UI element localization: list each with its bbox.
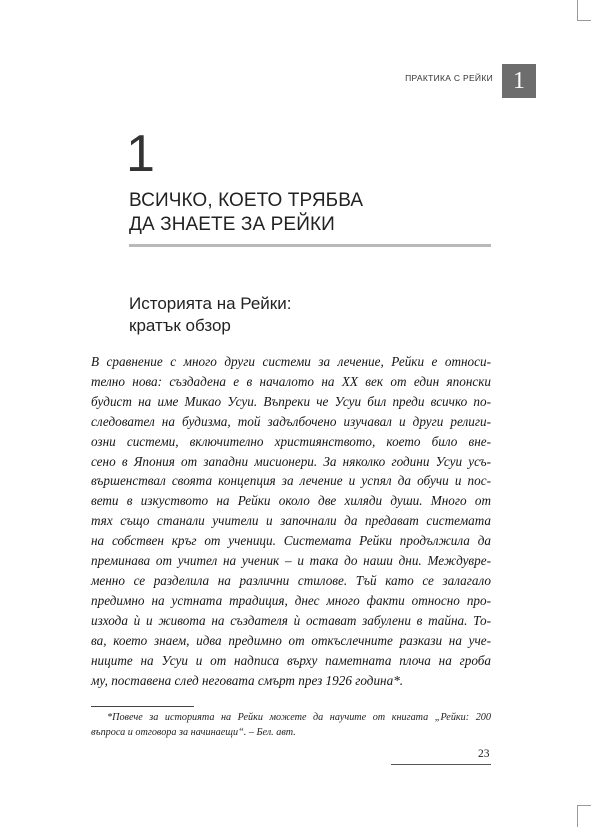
body-line: следовател на будизма, той задълбочено изучавал и други религи- bbox=[91, 413, 491, 429]
page-number: 23 bbox=[478, 748, 490, 760]
body-line: ва, което знаем, идва предимно от откъслечните разкази на уче- bbox=[91, 632, 491, 648]
footnote-line: въпроса и отговора за начинаещи“. – Бел. авт. bbox=[91, 726, 296, 738]
section-title-line: кратък обзор bbox=[129, 316, 231, 335]
body-line: менно се разделила на различни стилове. Тъй като се залагало bbox=[91, 572, 491, 588]
body-line: будист на име Микао Усуи. Въпреки че Усуи бил преди всичко по- bbox=[91, 393, 491, 409]
crop-mark-bottom-right-h bbox=[577, 805, 591, 806]
footnote-rule bbox=[91, 706, 194, 707]
body-line: ниците на Усуи и от надписа върху паметната плоча на гроба bbox=[91, 652, 491, 668]
chapter-number-box: 1 bbox=[502, 64, 536, 98]
footnote bbox=[91, 711, 491, 740]
section-title-line: Историята на Рейки: bbox=[129, 294, 292, 313]
footnote-line: *Повече за историята на Рейки можете да научите от книгата „Рейки: 200 bbox=[107, 712, 491, 723]
running-header: ПРАКТИКА С РЕЙКИ bbox=[405, 73, 493, 83]
chapter-title bbox=[129, 189, 363, 237]
crop-mark-top-right-h bbox=[577, 20, 591, 21]
body-line: изхода ѝ и живота на създателя ѝ остават забулени в тайна. То- bbox=[91, 612, 491, 628]
crop-mark-bottom-right bbox=[577, 805, 578, 827]
section-title bbox=[129, 293, 291, 337]
page-number-rule bbox=[391, 764, 491, 765]
body-line: вършенствал своята концепция за лечение и успял да обучи и пос- bbox=[91, 473, 491, 489]
chapter-title-rule bbox=[129, 244, 491, 247]
body-line: телно нова: създадена е в началото на XX век от един японски bbox=[91, 373, 491, 389]
body-line: преминава от учител на ученик – и така до наши дни. Междувре- bbox=[91, 553, 491, 569]
chapter-title-line: ДА ЗНАЕТЕ ЗА РЕЙКИ bbox=[129, 214, 335, 235]
body-paragraph bbox=[91, 352, 491, 690]
body-line: В сравнение с много други системи за лечение, Рейки е относи- bbox=[91, 354, 491, 369]
body-line: сено в Япония от западни мисионери. За няколко години Усуи усъ- bbox=[91, 453, 491, 469]
crop-mark-top-right bbox=[577, 0, 578, 20]
body-line: му, поставена след неговата смърт през 1926 година*. bbox=[91, 672, 404, 688]
body-line: на собствен кръг от ученици. Системата Рейки продължила да bbox=[91, 533, 491, 549]
chapter-title-line: ВСИЧКО, КОЕТО ТРЯБВА bbox=[129, 190, 364, 211]
body-line: озни системи, включително християнството, което било внe- bbox=[91, 433, 491, 449]
chapter-number: 1 bbox=[126, 125, 155, 183]
body-line: вети в изкуството на Рейки около две хиляди души. Много от bbox=[91, 493, 491, 509]
body-line: тях също станали учители и започнали да предават системата bbox=[91, 513, 491, 529]
body-line: предимно на устната традиция, днес много факти относно про- bbox=[91, 592, 491, 608]
